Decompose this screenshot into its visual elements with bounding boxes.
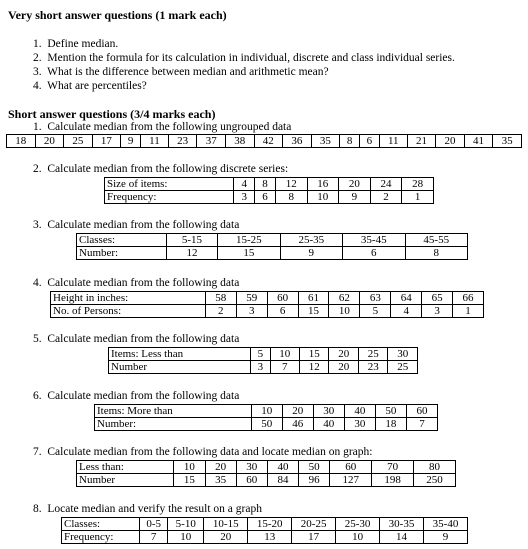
- table-cell: 28: [402, 178, 434, 191]
- table-cell: 40: [313, 418, 344, 431]
- table-cell: 23: [168, 135, 197, 148]
- question-4: [33, 277, 239, 289]
- table-cell: 20: [436, 135, 465, 148]
- table-cell: 15: [174, 474, 205, 487]
- table-row: [77, 234, 468, 247]
- table-cell: 30: [344, 418, 375, 431]
- short-heading: Short answer questions (3/4 marks each): [8, 107, 216, 121]
- table-cell: 70: [372, 461, 414, 474]
- question-text: Calculate median from the following data: [47, 333, 240, 345]
- table-cell: 35: [311, 135, 340, 148]
- question-text: Calculate median from the following data and locate median on graph:: [47, 446, 373, 458]
- table-cell: 40: [344, 405, 375, 418]
- table-cell: 35: [205, 474, 236, 487]
- table-cell: 25-35: [280, 234, 342, 247]
- table-cell: 60: [236, 474, 267, 487]
- less-than-graph-table: [76, 460, 456, 487]
- row-label: Less than:: [77, 461, 174, 474]
- row-label: Frequency:: [105, 191, 234, 204]
- table-row: [105, 191, 434, 204]
- item-text: What are percentiles?: [47, 80, 147, 92]
- table-cell: 1: [453, 305, 484, 318]
- table-cell: 96: [299, 474, 330, 487]
- table-cell: 21: [407, 135, 436, 148]
- table-cell: 30: [313, 405, 344, 418]
- table-cell: 20: [204, 531, 248, 544]
- table-cell: 15: [218, 247, 280, 260]
- table-cell: 20: [329, 348, 358, 361]
- table-cell: 25-30: [336, 518, 380, 531]
- table-cell: 63: [360, 292, 391, 305]
- frequency-graph-table: [61, 517, 468, 544]
- question-number: 5.: [33, 333, 42, 345]
- table-cell: 30: [388, 348, 418, 361]
- table-cell: 20-25: [292, 518, 336, 531]
- table-cell: 61: [298, 292, 329, 305]
- table-row: [109, 348, 418, 361]
- table-cell: 6: [343, 247, 405, 260]
- question-number: 8.: [33, 503, 42, 515]
- table-cell: 20: [339, 178, 371, 191]
- question-number: 4.: [33, 277, 42, 289]
- question-8: [33, 503, 262, 515]
- table-cell: 1: [402, 191, 434, 204]
- question-3: [33, 219, 239, 231]
- discrete-series-table: [104, 177, 434, 204]
- table-cell: 60: [267, 292, 298, 305]
- row-label: Items: Less than: [109, 348, 251, 361]
- question-text: Locate median and verify the result on a graph: [47, 503, 262, 515]
- table-cell: 3: [236, 305, 267, 318]
- table-cell: 8: [275, 191, 307, 204]
- table-cell: 40: [267, 461, 298, 474]
- table-cell: 38: [225, 135, 254, 148]
- table-cell: 7: [140, 531, 168, 544]
- table-cell: 18: [7, 135, 36, 148]
- table-cell: 5: [251, 348, 270, 361]
- table-cell: 15-25: [218, 234, 280, 247]
- table-cell: 6: [359, 135, 379, 148]
- table-cell: 127: [330, 474, 372, 487]
- table-row: [62, 518, 468, 531]
- table-cell: 37: [197, 135, 226, 148]
- table-cell: 46: [282, 418, 313, 431]
- table-cell: 41: [464, 135, 493, 148]
- table-cell: 36: [283, 135, 312, 148]
- table-cell: 20: [205, 461, 236, 474]
- table-cell: 10-15: [204, 518, 248, 531]
- question-2: [33, 163, 288, 175]
- table-cell: 35: [493, 135, 522, 148]
- table-cell: 5-10: [168, 518, 204, 531]
- table-cell: 14: [380, 531, 424, 544]
- table-cell: 4: [391, 305, 422, 318]
- table-cell: 45-55: [405, 234, 468, 247]
- height-table: [50, 291, 484, 318]
- item-number: 4.: [33, 80, 42, 92]
- table-cell: 7: [270, 361, 299, 374]
- table-row: [95, 405, 438, 418]
- row-label: Height in inches:: [51, 292, 206, 305]
- table-cell: 12: [275, 178, 307, 191]
- table-cell: 58: [205, 292, 236, 305]
- table-cell: 25: [388, 361, 418, 374]
- table-row: [77, 474, 456, 487]
- item-number: 2.: [33, 52, 42, 64]
- table-cell: 11: [141, 135, 169, 148]
- item-text: Define median.: [47, 38, 119, 50]
- question-text: Calculate median from the following ungrouped data: [47, 121, 292, 133]
- table-row: [105, 178, 434, 191]
- table-cell: 15-20: [248, 518, 292, 531]
- table-cell: 24: [370, 178, 402, 191]
- table-cell: 50: [251, 418, 282, 431]
- list-item: [33, 52, 455, 64]
- row-label: Classes:: [62, 518, 140, 531]
- table-row: [51, 292, 484, 305]
- table-cell: 6: [267, 305, 298, 318]
- table-row: [77, 461, 456, 474]
- question-number: 3.: [33, 219, 42, 231]
- question-number: 7.: [33, 446, 42, 458]
- table-cell: 62: [329, 292, 360, 305]
- table-cell: 250: [414, 474, 456, 487]
- table-row: [95, 418, 438, 431]
- table-cell: 2: [205, 305, 236, 318]
- table-cell: 17: [292, 531, 336, 544]
- table-cell: 9: [339, 191, 371, 204]
- table-cell: 16: [307, 178, 339, 191]
- question-number: 2.: [33, 163, 42, 175]
- table-cell: 50: [299, 461, 330, 474]
- table-cell: 10: [174, 461, 205, 474]
- table-cell: 64: [391, 292, 422, 305]
- table-cell: 66: [453, 292, 484, 305]
- table-cell: 9: [121, 135, 141, 148]
- question-5: [33, 333, 239, 345]
- table-cell: 60: [330, 461, 372, 474]
- table-cell: 30: [236, 461, 267, 474]
- table-cell: 4: [234, 178, 255, 191]
- table-cell: 8: [255, 178, 276, 191]
- question-text: Calculate median from the following data: [47, 390, 240, 402]
- table-cell: 20: [35, 135, 64, 148]
- table-cell: 5-15: [166, 234, 217, 247]
- less-than-table: [108, 347, 418, 374]
- question-6: [33, 390, 239, 402]
- row-label: Number:: [95, 418, 252, 431]
- ungrouped-data-table: [6, 134, 522, 148]
- row-label: Frequency:: [62, 531, 140, 544]
- table-cell: 35-40: [423, 518, 467, 531]
- table-cell: 18: [375, 418, 406, 431]
- table-cell: 80: [414, 461, 456, 474]
- table-cell: 42: [254, 135, 283, 148]
- table-cell: 8: [340, 135, 360, 148]
- table-cell: 60: [406, 405, 437, 418]
- table-cell: 84: [267, 474, 298, 487]
- question-number: 1.: [33, 121, 42, 133]
- row-label: Classes:: [77, 234, 167, 247]
- table-cell: 12: [166, 247, 217, 260]
- table-cell: 9: [423, 531, 467, 544]
- table-cell: 15: [299, 348, 328, 361]
- table-cell: 13: [248, 531, 292, 544]
- question-text: Calculate median from the following data: [47, 219, 240, 231]
- list-item: [33, 80, 147, 92]
- list-item: [33, 38, 118, 50]
- item-number: 3.: [33, 66, 42, 78]
- table-cell: 7: [406, 418, 437, 431]
- question-1: [33, 121, 291, 133]
- table-cell: 20: [329, 361, 358, 374]
- table-cell: 25: [64, 135, 93, 148]
- question-7: [33, 446, 372, 458]
- table-cell: 3: [251, 361, 270, 374]
- table-cell: 3: [234, 191, 255, 204]
- table-row: [62, 531, 468, 544]
- table-cell: 6: [255, 191, 276, 204]
- table-cell: 20: [282, 405, 313, 418]
- list-item: [33, 66, 329, 78]
- table-row: [51, 305, 484, 318]
- table-cell: 11: [379, 135, 407, 148]
- table-cell: 30-35: [380, 518, 424, 531]
- row-label: Number: [77, 474, 174, 487]
- table-cell: 10: [270, 348, 299, 361]
- more-than-table: [94, 404, 438, 431]
- item-number: 1.: [33, 38, 42, 50]
- item-text: What is the difference between median and arithmetic mean?: [47, 66, 329, 78]
- question-number: 6.: [33, 390, 42, 402]
- table-cell: 198: [372, 474, 414, 487]
- table-cell: 12: [299, 361, 328, 374]
- table-cell: 0-5: [140, 518, 168, 531]
- table-cell: 17: [92, 135, 121, 148]
- table-cell: 10: [329, 305, 360, 318]
- table-cell: 65: [422, 292, 453, 305]
- table-cell: 2: [370, 191, 402, 204]
- table-cell: 50: [375, 405, 406, 418]
- item-text: Mention the formula for its calculation in individual, discrete and class individual series.: [47, 52, 455, 64]
- table-cell: 35-45: [343, 234, 405, 247]
- table-cell: 10: [168, 531, 204, 544]
- table-cell: 9: [280, 247, 342, 260]
- table-row: [7, 135, 522, 148]
- table-row: [109, 361, 418, 374]
- table-cell: 3: [422, 305, 453, 318]
- row-label: Number: [109, 361, 251, 374]
- classes-table: [76, 233, 468, 260]
- row-label: Number:: [77, 247, 167, 260]
- table-cell: 5: [360, 305, 391, 318]
- table-cell: 59: [236, 292, 267, 305]
- row-label: Items: More than: [95, 405, 252, 418]
- table-cell: 10: [307, 191, 339, 204]
- row-label: No. of Persons:: [51, 305, 206, 318]
- row-label: Size of items:: [105, 178, 234, 191]
- question-text: Calculate median from the following discrete series:: [47, 163, 289, 175]
- table-cell: 25: [358, 348, 387, 361]
- table-cell: 15: [298, 305, 329, 318]
- table-cell: 10: [336, 531, 380, 544]
- table-row: [77, 247, 468, 260]
- very-short-heading: Very short answer questions (1 mark each): [8, 8, 227, 22]
- table-cell: 23: [358, 361, 387, 374]
- question-text: Calculate median from the following data: [47, 277, 240, 289]
- table-cell: 10: [251, 405, 282, 418]
- table-cell: 8: [405, 247, 468, 260]
